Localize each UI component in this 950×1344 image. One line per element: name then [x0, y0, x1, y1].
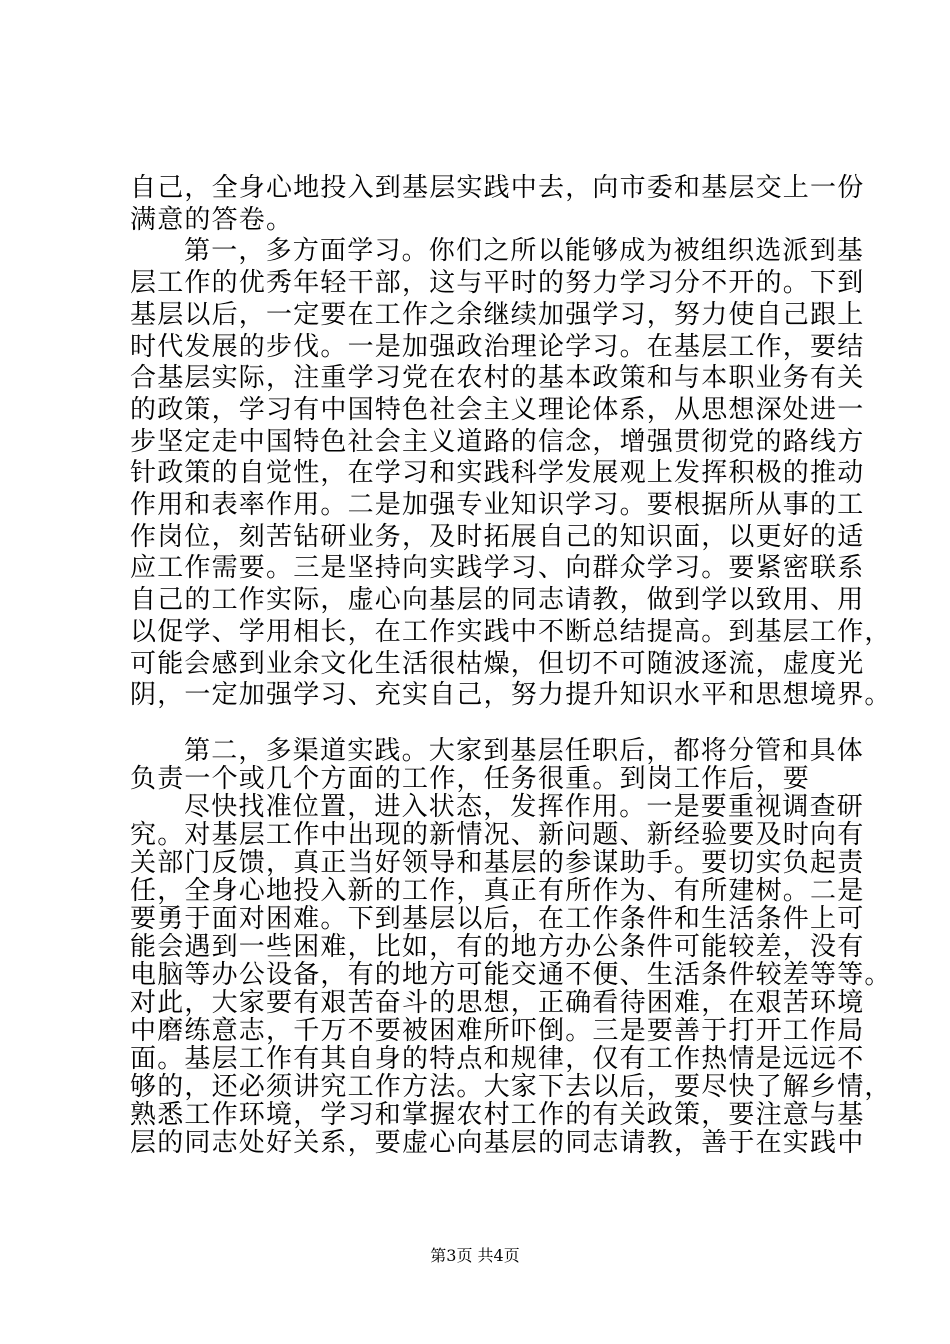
text-line: 中磨练意志，千万不要被困难所吓倒。三是要善于打开工作局 — [130, 1016, 865, 1046]
text-line: 层工作的优秀年轻干部，这与平时的努力学习分不开的。下到 — [130, 268, 865, 298]
text-line: 第一，多方面学习。你们之所以能够成为被组织选派到基 — [184, 236, 865, 266]
text-line: 时代发展的步伐。一是加强政治理论学习。在基层工作，要结 — [130, 332, 865, 362]
text-line: 合基层实际，注重学习党在农村的基本政策和与本职业务有关 — [130, 363, 865, 393]
text-line: 自己的工作实际，虚心向基层的同志请教，做到学以致用、用 — [130, 585, 865, 615]
text-line: 层的同志处好关系，要虚心向基层的同志请教，善于在实践中 — [130, 1128, 865, 1158]
text-line: 的政策，学习有中国特色社会主义理论体系，从思想深处进一 — [130, 395, 865, 425]
text-line: 阴，一定加强学习、充实自己，努力提升知识水平和思想境界。 — [130, 680, 892, 710]
text-line: 针政策的自觉性，在学习和实践科学发展观上发挥积极的推动 — [130, 458, 865, 488]
text-line: 可能会感到业余文化生活很枯燥，但切不可随波逐流，虚度光 — [130, 649, 865, 679]
text-line: 自己，全身心地投入到基层实践中去，向市委和基层交上一份 — [130, 173, 865, 203]
text-line: 第二，多渠道实践。大家到基层任职后，都将分管和具体 — [184, 736, 865, 766]
text-line: 应工作需要。三是坚持向实践学习、向群众学习。要紧密联系 — [130, 553, 865, 583]
text-line: 熟悉工作环境，学习和掌握农村工作的有关政策，要注意与基 — [130, 1100, 865, 1130]
text-line: 够的，还必须讲究工作方法。大家下去以后，要尽快了解乡情， — [130, 1072, 892, 1102]
text-line: 关部门反馈，真正当好领导和基层的参谋助手。要切实负起责 — [130, 848, 865, 878]
text-line: 电脑等办公设备，有的地方可能交通不便、生活条件较差等等。 — [130, 960, 892, 990]
text-line: 对此，大家要有艰苦奋斗的思想，正确看待困难，在艰苦环境 — [130, 988, 865, 1018]
text-line: 任，全身心地投入新的工作，真正有所作为、有所建树。二是 — [130, 876, 865, 906]
page-number-footer: 第3页 共4页 — [430, 1246, 520, 1265]
text-line: 尽快找准位置，进入状态，发挥作用。一是要重视调查研 — [184, 792, 865, 822]
text-line: 满意的答卷。 — [130, 205, 294, 235]
text-line: 作岗位，刻苦钻研业务，及时拓展自己的知识面，以更好的适 — [130, 522, 865, 552]
text-line: 负责一个或几个方面的工作，任务很重。到岗工作后，要 — [130, 764, 811, 794]
text-line: 面。基层工作有其自身的特点和规律，仅有工作热情是远远不 — [130, 1044, 865, 1074]
text-line: 作用和表率作用。二是加强专业知识学习。要根据所从事的工 — [130, 490, 865, 520]
text-line: 究。对基层工作中出现的新情况、新问题、新经验要及时向有 — [130, 820, 865, 850]
text-line: 基层以后，一定要在工作之余继续加强学习，努力使自己跟上 — [130, 300, 865, 330]
text-line: 步坚定走中国特色社会主义道路的信念，增强贯彻党的路线方 — [130, 427, 865, 457]
text-line: 以促学、学用相长，在工作实践中不断总结提高。到基层工作， — [130, 617, 892, 647]
text-line: 要勇于面对困难。下到基层以后，在工作条件和生活条件上可 — [130, 904, 865, 934]
text-line: 能会遇到一些困难，比如，有的地方办公条件可能较差，没有 — [130, 932, 865, 962]
